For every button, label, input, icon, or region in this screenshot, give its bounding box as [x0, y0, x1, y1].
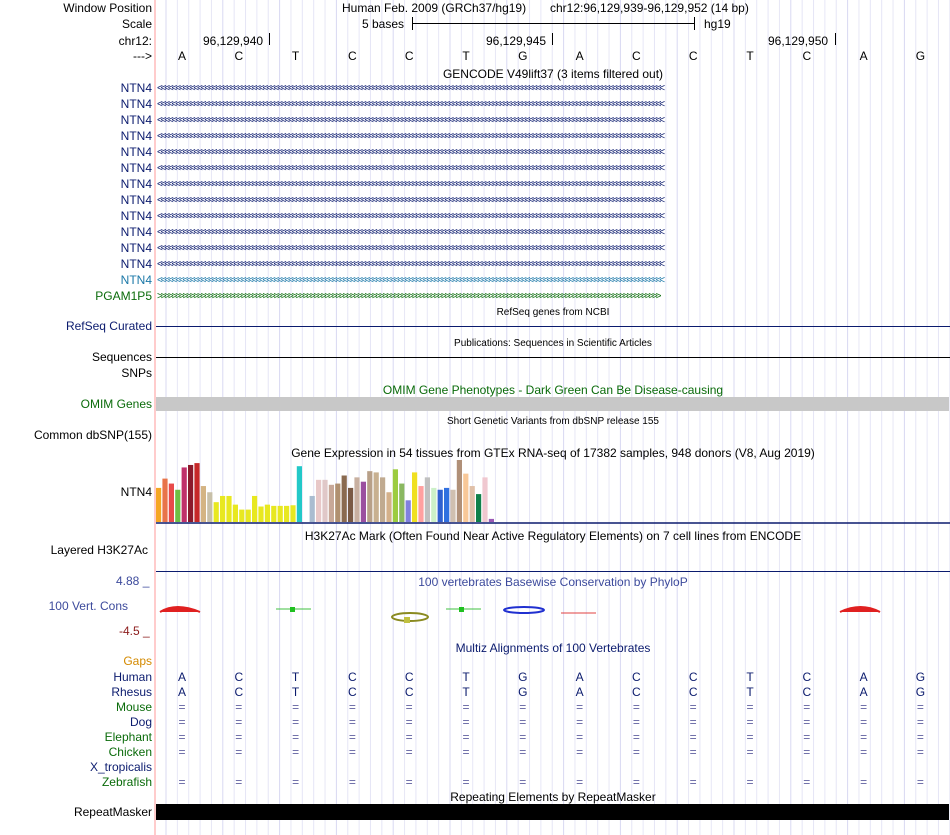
gtex-tissue-bar[interactable] [162, 479, 167, 522]
alignment-base: C [404, 670, 414, 684]
gtex-tissue-bar[interactable] [374, 472, 379, 522]
gencode-gene-label[interactable]: NTN4 [120, 97, 152, 111]
gtex-track-label[interactable]: NTN4 [120, 485, 152, 499]
pubs-track-label[interactable]: Sequences [91, 350, 152, 364]
alignment-base: = [178, 745, 186, 759]
gtex-tissue-bar[interactable] [169, 484, 174, 522]
phylop-peak [160, 607, 200, 612]
base-letter: G [915, 49, 926, 63]
alignment-base: C [802, 685, 812, 699]
ruler-tick-label: 96,129,940 [203, 34, 264, 48]
alignment-base: = [292, 775, 300, 789]
ruler-tick [269, 33, 270, 45]
multiz-species-row [0, 730, 950, 745]
alignment-base: = [860, 775, 868, 789]
gtex-tissue-bar[interactable] [438, 490, 443, 522]
gtex-tissue-bar[interactable] [457, 460, 462, 522]
gtex-tissue-bar[interactable] [156, 488, 161, 522]
alignment-base: = [519, 715, 527, 729]
position-label: chr12:96,129,939-96,129,952 (14 bp) [550, 1, 749, 15]
gencode-gene-label[interactable]: NTN4 [120, 193, 152, 207]
gencode-gene-label[interactable]: NTN4 [120, 81, 152, 95]
alignment-base: = [860, 745, 868, 759]
gencode-gene-label[interactable]: NTN4 [120, 209, 152, 223]
assembly-label: Human Feb. 2009 (GRCh37/hg19) [342, 1, 527, 15]
gtex-tissue-bar[interactable] [194, 463, 199, 522]
gencode-gene-label[interactable]: NTN4 [120, 113, 152, 127]
multiz-track-title[interactable]: Multiz Alignments of 100 Vertebrates [455, 641, 651, 655]
gencode-transcript[interactable]: <<<<<<<<<<<<<<<<<<<<<<<<<<<<<<<<<<<<<<<<<<<<<<<<<<<<<<<<<<<<<<<<<<<<<<<<<<<<<<<<<<<<<<<<<<<<<<<<<<<<<<<<<<<<<<<<<<<<<<<<<<<<<<<<<<<<<<<<<<< [157, 227, 663, 238]
multiz-species-row [0, 700, 950, 715]
chrom-label: chr12: [118, 34, 152, 48]
alignment-base: = [746, 730, 754, 744]
gencode-gene-label[interactable]: NTN4 [120, 145, 152, 159]
alignment-base: = [235, 700, 243, 714]
gtex-tissue-bar[interactable] [310, 496, 315, 522]
base-letter: C [688, 49, 698, 63]
base-letter: C [348, 49, 357, 63]
gtex-bar-chart[interactable] [156, 460, 950, 526]
gtex-tissue-bar[interactable] [431, 488, 436, 522]
alignment-base: = [689, 715, 697, 729]
base-letter: T [291, 49, 300, 63]
gtex-tissue-bar[interactable] [489, 519, 494, 522]
gtex-tissue-bar[interactable] [418, 486, 423, 522]
window-position-label: Window Position [63, 1, 152, 15]
phylop-peak [840, 607, 880, 612]
multiz-species-label[interactable]: Elephant [104, 730, 152, 744]
alignment-base: = [348, 715, 356, 729]
multiz-species-label[interactable]: Chicken [108, 745, 152, 759]
gencode-gene-label[interactable]: NTN4 [120, 257, 152, 271]
alignment-base: = [405, 745, 413, 759]
gtex-tissue-bar[interactable] [450, 490, 455, 522]
dbsnp-track-title[interactable]: Short Genetic Variants from dbSNP release 155 [447, 416, 659, 427]
phylop-wiggle [156, 598, 950, 628]
alignment-base: = [405, 730, 413, 744]
alignment-base: = [462, 745, 470, 759]
alignment-base: = [519, 700, 527, 714]
multiz-species-label[interactable]: Human [113, 670, 152, 684]
alignment-base: = [178, 775, 186, 789]
alignment-base: = [689, 730, 697, 744]
alignment-base: A [859, 685, 868, 699]
gtex-tissue-bar[interactable] [495, 521, 500, 522]
snps-label[interactable]: SNPs [121, 366, 152, 380]
alignment-base: = [576, 745, 584, 759]
alignment-base: = [235, 745, 243, 759]
gencode-gene-label[interactable]: PGAM1P5 [95, 289, 152, 303]
gaps-label: Gaps [123, 654, 152, 668]
alignment-base: = [519, 730, 527, 744]
gtex-tissue-bar[interactable] [380, 477, 385, 522]
alignment-base: = [576, 715, 584, 729]
gtex-tissue-bar[interactable] [393, 469, 398, 522]
gencode-gene-label[interactable]: NTN4 [120, 273, 152, 287]
alignment-base: = [292, 715, 300, 729]
phylop-track-label[interactable]: 100 Vert. Cons [48, 599, 128, 613]
gtex-tissue-bar[interactable] [361, 482, 366, 522]
gtex-tissue-bar[interactable] [303, 519, 308, 522]
multiz-species-label[interactable]: Zebrafish [101, 775, 152, 789]
alignment-base: = [405, 715, 413, 729]
base-letter: C [632, 49, 641, 63]
gtex-tissue-bar[interactable] [188, 465, 193, 522]
phylop-ymin: -4.5 _ [119, 624, 150, 638]
gtex-tissue-bar[interactable] [470, 486, 475, 522]
alignment-base: = [916, 745, 924, 759]
gtex-tissue-bar[interactable] [386, 492, 391, 522]
alignment-base: = [348, 700, 356, 714]
alignment-base: = [292, 700, 300, 714]
alignment-base: T [746, 670, 754, 684]
alignment-base: = [235, 730, 243, 744]
gtex-tissue-bar[interactable] [201, 486, 206, 522]
alignment-base: = [462, 775, 470, 789]
base-letter: G [518, 49, 528, 63]
alignment-base: = [519, 775, 527, 789]
gencode-gene-label[interactable]: NTN4 [120, 161, 152, 175]
alignment-base: = [576, 730, 584, 744]
multiz-species-row [0, 775, 950, 790]
alignment-base: C [234, 670, 244, 684]
ruler-tick [552, 33, 553, 45]
gencode-gene-label[interactable]: NTN4 [120, 129, 152, 143]
dbsnp-track-label[interactable]: Common dbSNP(155) [33, 428, 152, 442]
base-letter: T [746, 49, 754, 63]
alignment-base: = [916, 715, 924, 729]
alignment-base: = [462, 730, 470, 744]
base-letter: C [802, 49, 812, 63]
alignment-base: C [688, 670, 698, 684]
scale-value: 5 bases [362, 17, 405, 31]
alignment-base: A [575, 685, 584, 699]
gtex-tissue-bar[interactable] [476, 494, 481, 522]
gtex-tissue-bar[interactable] [406, 500, 411, 522]
alignment-base: = [916, 775, 924, 789]
refseq-track-title[interactable]: RefSeq genes from NCBI [496, 307, 610, 318]
alignment-base: = [746, 775, 754, 789]
alignment-base: = [576, 775, 584, 789]
alignment-base: C [802, 670, 812, 684]
alignment-base: = [746, 700, 754, 714]
alignment-base: T [462, 685, 470, 699]
alignment-base: A [859, 670, 868, 684]
omim-track-bar[interactable] [156, 397, 949, 411]
gencode-transcript[interactable]: <<<<<<<<<<<<<<<<<<<<<<<<<<<<<<<<<<<<<<<<<<<<<<<<<<<<<<<<<<<<<<<<<<<<<<<<<<<<<<<<<<<<<<<<<<<<<<<<<<<<<<<<<<<<<<<<<<<<<<<<<<<<<<<<<<<<<<<<<<< [157, 179, 663, 190]
gtex-tissue-bar[interactable] [463, 474, 468, 522]
gencode-transcript[interactable]: <<<<<<<<<<<<<<<<<<<<<<<<<<<<<<<<<<<<<<<<<<<<<<<<<<<<<<<<<<<<<<<<<<<<<<<<<<<<<<<<<<<<<<<<<<<<<<<<<<<<<<<<<<<<<<<<<<<<<<<<<<<<<<<<<<<<<<<<<<< [157, 147, 663, 158]
alignment-base: = [860, 715, 868, 729]
multiz-species-row [0, 745, 950, 760]
gtex-tissue-bar[interactable] [322, 480, 327, 522]
alignment-base: = [462, 715, 470, 729]
multiz-species-label[interactable]: Dog [129, 715, 152, 729]
alignment-base: = [632, 745, 640, 759]
alignment-base: = [348, 745, 356, 759]
alignment-base: G [915, 670, 926, 684]
h3k27ac-track-line [156, 571, 950, 572]
gtex-tissue-bar[interactable] [329, 485, 334, 522]
gencode-transcript[interactable]: <<<<<<<<<<<<<<<<<<<<<<<<<<<<<<<<<<<<<<<<<<<<<<<<<<<<<<<<<<<<<<<<<<<<<<<<<<<<<<<<<<<<<<<<<<<<<<<<<<<<<<<<<<<<<<<<<<<<<<<<<<<<<<<<<<<<<<<<<<< [157, 83, 663, 94]
alignment-base: G [915, 685, 926, 699]
base-sequence-row [0, 49, 950, 64]
alignment-base: = [519, 745, 527, 759]
base-letter: A [575, 49, 584, 63]
multiz-species-label[interactable]: Rhesus [111, 685, 152, 699]
phylop-peak [459, 607, 464, 612]
alignment-base: A [575, 670, 584, 684]
alignment-base: = [632, 700, 640, 714]
alignment-base: = [235, 775, 243, 789]
phylop-peak [504, 607, 544, 613]
gtex-tissue-bar[interactable] [265, 505, 270, 522]
alignment-base: = [916, 730, 924, 744]
alignment-base: = [348, 730, 356, 744]
multiz-species-row [0, 715, 950, 730]
gtex-tissue-bar[interactable] [207, 492, 212, 522]
gtex-tissue-bar[interactable] [220, 496, 225, 522]
repeatmasker-bar[interactable] [156, 804, 949, 820]
gtex-tissue-bar[interactable] [367, 471, 372, 522]
gtex-tissue-bar[interactable] [425, 477, 430, 522]
gencode-transcript[interactable]: <<<<<<<<<<<<<<<<<<<<<<<<<<<<<<<<<<<<<<<<<<<<<<<<<<<<<<<<<<<<<<<<<<<<<<<<<<<<<<<<<<<<<<<<<<<<<<<<<<<<<<<<<<<<<<<<<<<<<<<<<<<<<<<<<<<<<<<<<<< [157, 195, 663, 206]
multiz-species-row [0, 685, 950, 700]
gtex-tissue-bar[interactable] [226, 496, 231, 522]
gtex-tissue-bar[interactable] [175, 490, 180, 522]
gtex-tissue-bar[interactable] [284, 506, 289, 522]
gtex-tissue-bar[interactable] [214, 502, 219, 522]
omim-track-label[interactable]: OMIM Genes [80, 397, 152, 411]
alignment-base: = [803, 700, 811, 714]
gtex-tissue-bar[interactable] [182, 467, 187, 522]
scale-db: hg19 [704, 17, 731, 31]
gtex-tissue-bar[interactable] [258, 507, 263, 523]
base-letter: A [859, 49, 868, 63]
scale-bar [412, 23, 695, 24]
gtex-tissue-bar[interactable] [278, 506, 283, 522]
alignment-base: = [348, 775, 356, 789]
alignment-base: C [234, 685, 244, 699]
gtex-tissue-bar[interactable] [271, 506, 276, 522]
alignment-base: G [518, 670, 528, 684]
gencode-track-title[interactable]: GENCODE V49lift37 (3 items filtered out) [442, 67, 664, 81]
alignment-base: = [292, 745, 300, 759]
scale-bar-start [412, 17, 413, 30]
omim-track-title[interactable]: OMIM Gene Phenotypes - Dark Green Can Be Disease-causing [382, 383, 724, 397]
gtex-tissue-bar[interactable] [290, 505, 295, 522]
alignment-base: = [178, 715, 186, 729]
alignment-base: C [632, 685, 641, 699]
multiz-species-label[interactable]: X_tropicalis [89, 760, 152, 774]
base-letter: C [404, 49, 414, 63]
ruler-tick [835, 33, 836, 45]
alignment-base: = [803, 745, 811, 759]
repeatmasker-track-label[interactable]: RepeatMasker [73, 805, 152, 819]
h3k27ac-track-title[interactable]: H3K27Ac Mark (Often Found Near Active Regulatory Elements) on 7 cell lines from ENCODE [304, 529, 802, 543]
gencode-transcript[interactable]: >>>>>>>>>>>>>>>>>>>>>>>>>>>>>>>>>>>>>>>>>>>>>>>>>>>>>>>>>>>>>>>>>>>>>>>>>>>>>>>>>>>>>>>>>>>>>>>>>>>>>>>>>>>>>>>>>>>>>>>>>>>>>>>>>>>>>>>>>> [157, 291, 660, 302]
ruler-tick-label: 96,129,950 [768, 34, 829, 48]
h3k27ac-track-label[interactable]: Layered H3K27Ac [50, 543, 148, 557]
alignment-base: = [462, 700, 470, 714]
gencode-transcript[interactable]: <<<<<<<<<<<<<<<<<<<<<<<<<<<<<<<<<<<<<<<<<<<<<<<<<<<<<<<<<<<<<<<<<<<<<<<<<<<<<<<<<<<<<<<<<<<<<<<<<<<<<<<<<<<<<<<<<<<<<<<<<<<<<<<<<<<<<<<<<<< [157, 259, 663, 270]
alignment-base: A [177, 670, 186, 684]
gtex-tissue-bar[interactable] [342, 476, 347, 523]
alignment-base: = [803, 775, 811, 789]
gencode-transcript[interactable]: <<<<<<<<<<<<<<<<<<<<<<<<<<<<<<<<<<<<<<<<<<<<<<<<<<<<<<<<<<<<<<<<<<<<<<<<<<<<<<<<<<<<<<<<<<<<<<<<<<<<<<<<<<<<<<<<<<<<<<<<<<<<<<<<<<<<<<<<<<< [157, 115, 663, 126]
alignment-base: C [404, 685, 414, 699]
gtex-tissue-bar[interactable] [335, 484, 340, 522]
alignment-base: = [689, 745, 697, 759]
alignment-base: = [689, 700, 697, 714]
alignment-base: T [291, 685, 300, 699]
multiz-species-label[interactable]: Mouse [115, 700, 152, 714]
alignment-base: = [746, 715, 754, 729]
phylop-track-title[interactable]: 100 vertebrates Basewise Conservation by PhyloP [418, 575, 688, 589]
alignment-base: = [860, 700, 868, 714]
gtex-tissue-bar[interactable] [348, 488, 353, 522]
gtex-tissue-bar[interactable] [252, 496, 257, 522]
phylop-peak [290, 607, 295, 612]
gtex-tissue-bar[interactable] [246, 510, 251, 522]
alignment-base: = [632, 715, 640, 729]
repeatmasker-track-title[interactable]: Repeating Elements by RepeatMasker [450, 790, 656, 804]
gtex-tissue-bar[interactable] [482, 477, 487, 522]
scale-label: Scale [121, 17, 152, 31]
gencode-transcript[interactable]: <<<<<<<<<<<<<<<<<<<<<<<<<<<<<<<<<<<<<<<<<<<<<<<<<<<<<<<<<<<<<<<<<<<<<<<<<<<<<<<<<<<<<<<<<<<<<<<<<<<<<<<<<<<<<<<<<<<<<<<<<<<<<<<<<<<<<<<<<<< [157, 275, 663, 286]
phylop-ymax: 4.88 _ [116, 574, 150, 588]
alignment-base: = [632, 775, 640, 789]
alignment-base: C [348, 685, 357, 699]
pubs-track-line [156, 357, 950, 358]
gtex-tissue-bar[interactable] [444, 488, 449, 522]
gtex-tissue-bar[interactable] [297, 466, 302, 522]
multiz-species-row [0, 760, 950, 775]
alignment-base: = [292, 730, 300, 744]
gtex-tissue-bar[interactable] [316, 480, 321, 522]
gencode-transcript[interactable]: <<<<<<<<<<<<<<<<<<<<<<<<<<<<<<<<<<<<<<<<<<<<<<<<<<<<<<<<<<<<<<<<<<<<<<<<<<<<<<<<<<<<<<<<<<<<<<<<<<<<<<<<<<<<<<<<<<<<<<<<<<<<<<<<<<<<<<<<<<< [157, 99, 663, 110]
pubs-track-title[interactable]: Publications: Sequences in Scientific Articles [454, 338, 652, 349]
alignment-base: = [576, 700, 584, 714]
alignment-base: = [803, 730, 811, 744]
alignment-base: C [632, 670, 641, 684]
alignment-base: T [291, 670, 300, 684]
gencode-gene-label[interactable]: NTN4 [120, 177, 152, 191]
alignment-base: = [860, 730, 868, 744]
alignment-base: C [348, 670, 357, 684]
gencode-transcript[interactable]: <<<<<<<<<<<<<<<<<<<<<<<<<<<<<<<<<<<<<<<<<<<<<<<<<<<<<<<<<<<<<<<<<<<<<<<<<<<<<<<<<<<<<<<<<<<<<<<<<<<<<<<<<<<<<<<<<<<<<<<<<<<<<<<<<<<<<<<<<<< [157, 131, 663, 142]
gencode-transcript[interactable]: <<<<<<<<<<<<<<<<<<<<<<<<<<<<<<<<<<<<<<<<<<<<<<<<<<<<<<<<<<<<<<<<<<<<<<<<<<<<<<<<<<<<<<<<<<<<<<<<<<<<<<<<<<<<<<<<<<<<<<<<<<<<<<<<<<<<<<<<<<< [157, 243, 663, 254]
refseq-track-label[interactable]: RefSeq Curated [65, 319, 152, 333]
gencode-gene-label[interactable]: NTN4 [120, 241, 152, 255]
alignment-base: C [688, 685, 698, 699]
alignment-base: = [632, 730, 640, 744]
gtex-tissue-bar[interactable] [412, 472, 417, 522]
gencode-gene-label[interactable]: NTN4 [120, 225, 152, 239]
ruler-tick-label: 96,129,945 [486, 34, 547, 48]
alignment-base: = [178, 700, 186, 714]
alignment-base: G [518, 685, 528, 699]
strand-label: ---> [133, 49, 152, 63]
refseq-track-line [156, 326, 950, 327]
scale-bar-end [694, 17, 695, 30]
multiz-species-row [0, 670, 950, 685]
alignment-base: = [178, 730, 186, 744]
alignment-base: = [746, 745, 754, 759]
alignment-base: = [916, 700, 924, 714]
alignment-base: A [177, 685, 186, 699]
gtex-tissue-bar[interactable] [233, 505, 238, 522]
gencode-transcript[interactable]: <<<<<<<<<<<<<<<<<<<<<<<<<<<<<<<<<<<<<<<<<<<<<<<<<<<<<<<<<<<<<<<<<<<<<<<<<<<<<<<<<<<<<<<<<<<<<<<<<<<<<<<<<<<<<<<<<<<<<<<<<<<<<<<<<<<<<<<<<<< [157, 211, 663, 222]
alignment-base: = [405, 700, 413, 714]
alignment-base: = [689, 775, 697, 789]
alignment-base: = [803, 715, 811, 729]
gtex-tissue-bar[interactable] [239, 510, 244, 522]
alignment-base: = [235, 715, 243, 729]
alignment-base: = [405, 775, 413, 789]
gtex-tissue-bar[interactable] [399, 484, 404, 522]
gencode-transcript[interactable]: <<<<<<<<<<<<<<<<<<<<<<<<<<<<<<<<<<<<<<<<<<<<<<<<<<<<<<<<<<<<<<<<<<<<<<<<<<<<<<<<<<<<<<<<<<<<<<<<<<<<<<<<<<<<<<<<<<<<<<<<<<<<<<<<<<<<<<<<<<< [157, 163, 663, 174]
base-letter: T [462, 49, 470, 63]
base-letter: A [177, 49, 186, 63]
gtex-track-title[interactable]: Gene Expression in 54 tissues from GTEx RNA-seq of 17382 samples, 948 donors (V8, Aug 2019) [291, 446, 815, 460]
base-letter: C [234, 49, 244, 63]
alignment-base: T [746, 685, 754, 699]
phylop-peak [404, 617, 410, 623]
alignment-base: T [462, 670, 470, 684]
gtex-tissue-bar[interactable] [354, 477, 359, 522]
